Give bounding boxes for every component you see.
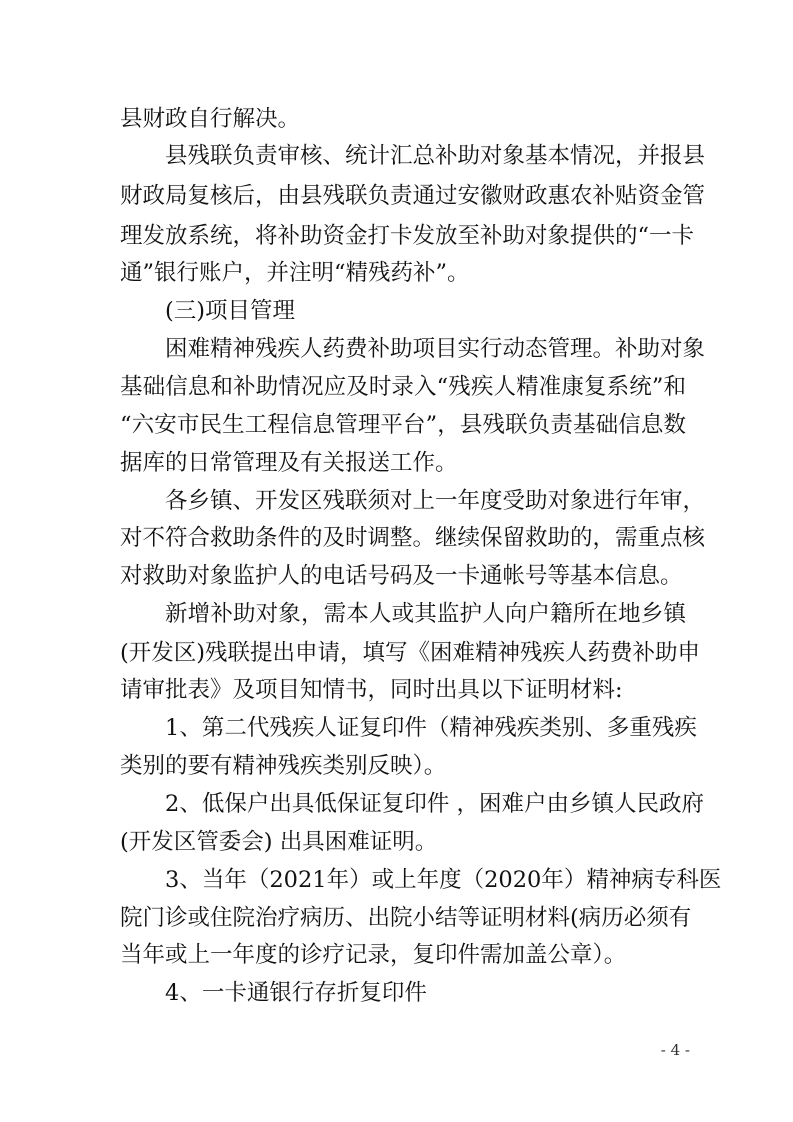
list-item-line: 1、第二代残疾人证复印件（精神残疾类别、多重残疾 bbox=[165, 715, 697, 741]
list-item-line: 3、当年（2021年）或上年度（2020年）精神病专科医 bbox=[165, 867, 722, 893]
paragraph-line: 据库的日常管理及有关报送工作。 bbox=[120, 450, 458, 476]
paragraph-line: 理发放系统，将补助资金打卡发放至补助对象提供的“一卡 bbox=[120, 223, 695, 249]
paragraph-line: 困难精神残疾人药费补助项目实行动态管理。补助对象 bbox=[165, 336, 706, 362]
paragraph-line: 县残联负责审核、统计汇总补助对象基本情况，并报县 bbox=[165, 143, 706, 169]
list-item-line: 类别的要有精神残疾类别反映）。 bbox=[120, 753, 447, 779]
list-item-line: (开发区管委会) 出具困难证明。 bbox=[120, 829, 438, 855]
paragraph-line: 财政局复核后，由县残联负责通过安徽财政惠农补贴资金管 bbox=[120, 183, 706, 209]
paragraph-line: 新增补助对象，需本人或其监护人向户籍所在地乡镇 bbox=[165, 601, 686, 627]
paragraph-line: 请审批表》及项目知情书，同时出具以下证明材料: bbox=[120, 677, 623, 703]
paragraph-line: 基础信息和补助情况应及时录入“残疾人精准康复系统”和 bbox=[120, 374, 686, 400]
page-number: - 4 - bbox=[660, 1041, 690, 1059]
paragraph-line: 各乡镇、开发区残联须对上一年度受助对象进行年审， bbox=[165, 488, 706, 514]
paragraph-line: 对不符合救助条件的及时调整。继续保留救助的，需重点核 bbox=[120, 525, 706, 551]
list-item-line: 院门诊或住院治疗病历、出院小结等证明材料(病历必须有 bbox=[120, 905, 692, 931]
list-item-line: 当年或上一年度的诊疗记录，复印件需加盖公章）。 bbox=[120, 942, 627, 968]
paragraph-line: (开发区)残联提出申请，填写《困难精神残疾人药费补助申 bbox=[120, 640, 701, 666]
section-heading: (三)项目管理 bbox=[165, 298, 296, 324]
paragraph-line: 对救助对象监护人的电话号码及一卡通帐号等基本信息。 bbox=[120, 563, 683, 589]
paragraph-line: 通”银行账户，并注明“精残药补”。 bbox=[120, 260, 470, 286]
paragraph-line: 县财政自行解决。 bbox=[120, 106, 301, 132]
list-item-line: 4、一卡通银行存折复印件 bbox=[165, 980, 427, 1006]
paragraph-line: “六安市民生工程信息管理平台”，县残联负责基础信息数 bbox=[120, 412, 686, 438]
list-item-line: 2、低保户出具低保证复印件 ，困难户由乡镇人民政府 bbox=[165, 791, 704, 817]
